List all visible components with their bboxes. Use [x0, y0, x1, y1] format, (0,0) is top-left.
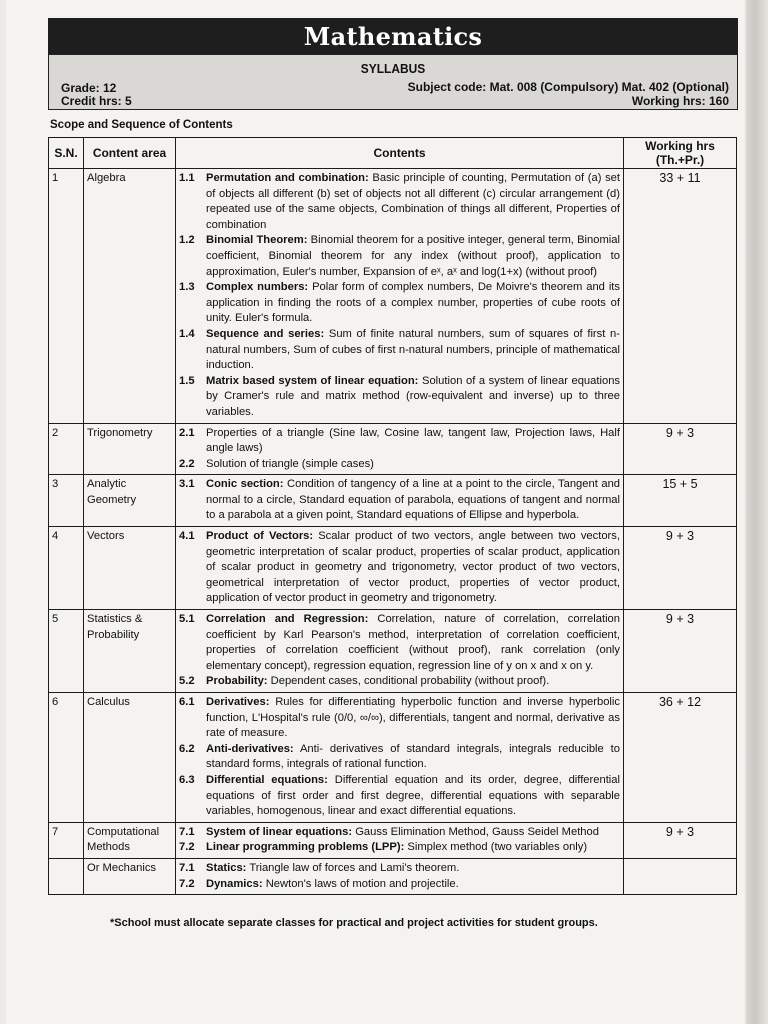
topic-number: 1.3 [179, 281, 195, 294]
topic-title: Conic section: [206, 478, 284, 491]
topic-text: Dependent cases, conditional probability (without proof). [270, 675, 550, 688]
topic-text: Newton's laws of motion and projectile. [265, 877, 459, 890]
topic-item [179, 612, 620, 674]
topic-body [206, 477, 620, 524]
grade-label: Grade: 12 [61, 81, 117, 95]
topic-number: 7.1 [179, 861, 195, 874]
topic-body [206, 280, 620, 327]
table-row [49, 475, 737, 527]
syllabus-header [48, 54, 738, 110]
row-serial-number: 4 [49, 527, 84, 610]
topic-item [179, 861, 620, 877]
row-content-area: Trigonometry [84, 423, 176, 475]
syllabus-table-body [49, 169, 737, 895]
topic-body [206, 695, 620, 742]
working-hrs-header-label: Working hrs [645, 139, 715, 153]
column-header-contents: Contents [176, 138, 624, 169]
table-header-row [49, 138, 737, 169]
topic-body [206, 171, 620, 233]
topic-title: Anti-derivatives: [206, 742, 294, 755]
topic-title: Sequence and series: [206, 327, 325, 340]
topic-text: Gauss Elimination Method, Gauss Seidel Method [355, 825, 599, 838]
topic-text: Solution of triangle (simple cases) [206, 457, 374, 470]
topic-text: Correlation, nature of correlation, correlation coefficient by Karl Pearson's method, interpretation of correlation coefficient, properties of correlation coefficient (without proof), rank correlation (only elementary concept), regression equation, regression line of y on x and x on y. [206, 613, 620, 672]
topic-text: Basic principle of counting, Permutation of (a) set of objects all different (b) set of objects not all different (c) circular arrangement (d) repeated use of the same objects, Combination of things all different, Properties of combination [206, 172, 621, 231]
row-content-area: Calculus [84, 693, 176, 823]
row-working-hours: 36 + 12 [624, 693, 737, 823]
topic-body [206, 374, 620, 421]
topic-number: 1.1 [179, 172, 195, 184]
topic-body [206, 327, 620, 374]
topic-item [179, 695, 620, 742]
row-content-area: Analytic Geometry [84, 475, 176, 527]
topic-text: Triangle law of forces and Lami's theorem. [249, 861, 460, 874]
row-serial-number: 1 [49, 169, 84, 424]
row-serial-number [49, 858, 84, 894]
topic-number: 7.1 [179, 825, 195, 838]
working-hours-label: Working hrs: 160 [631, 94, 729, 108]
topic-item [179, 457, 620, 473]
topic-item [179, 280, 620, 327]
topic-body [206, 825, 620, 841]
topic-number: 4.1 [179, 530, 195, 543]
topic-title: Correlation and Regression: [206, 613, 369, 626]
topic-number: 1.4 [179, 327, 195, 340]
row-contents [176, 475, 624, 527]
row-contents [176, 693, 624, 823]
column-header-sn: S.N. [49, 138, 84, 169]
topic-title: Linear programming problems (LPP): [206, 841, 405, 854]
topic-body [206, 233, 620, 280]
document-page [6, 0, 744, 1024]
topic-title: Binomial Theorem: [206, 234, 308, 247]
topic-text: Binomial theorem for a positive integer, general term, Binomial coefficient, Binomial theorem for any index (without proof), application to approximation, Euler's number, Expansion of eˣ, aˣ and log(1+x) (without proof) [206, 234, 620, 278]
topic-item [179, 825, 620, 841]
topic-body [206, 742, 620, 773]
row-serial-number: 2 [49, 423, 84, 475]
footnote: *School must allocate separate classes for practical and project activities for student groups. [110, 917, 598, 929]
topic-body [206, 674, 620, 690]
topic-item [179, 674, 620, 690]
topic-title: Statics: [206, 861, 247, 874]
row-working-hours: 33 + 11 [624, 169, 737, 424]
topic-title: Permutation and combination: [206, 172, 369, 184]
table-row [49, 693, 737, 823]
credit-hours-label: Credit hrs: 5 [61, 94, 132, 108]
topic-title: Differential equations: [206, 773, 328, 786]
topic-title: Matrix based system of linear equation: [206, 374, 419, 387]
row-content-area: Vectors [84, 527, 176, 610]
topic-text: Solution of a system of linear equations by Cramer's rule and matrix method (row-equivalent and inverse) up to three variables. [206, 374, 621, 418]
row-content-area: Or Mechanics [84, 858, 176, 894]
topic-number: 6.1 [179, 696, 195, 708]
table-row [49, 822, 737, 858]
syllabus-label: SYLLABUS [360, 61, 426, 76]
topic-item [179, 426, 620, 457]
row-serial-number: 6 [49, 693, 84, 823]
topic-item [179, 840, 620, 856]
topic-text: Differential equation and its order, degree, differential equations of first order and first degree, differential equations with separable variables, homogenous, linear and exact differential equations. [206, 773, 620, 818]
topic-body [206, 877, 620, 893]
table-row [49, 169, 737, 424]
page-edge-shadow [746, 0, 768, 1024]
topic-item [179, 477, 620, 524]
topic-number: 5.1 [179, 613, 195, 626]
topic-title: Probability: [206, 675, 268, 688]
topic-text: Scalar product of two vectors, angle between two vectors, geometric interpretation of scalar product, properties of scalar product, application of scalar product in geometry and trigonometry, vector product of two vectors, geometrical interpretation of vector product, properties of vector product, application of vector product in geometry and trigonometry. [206, 530, 620, 605]
topic-number: 2.1 [179, 426, 195, 439]
topic-body [206, 861, 620, 877]
topic-body [206, 529, 620, 607]
th-pr-header-label: (Th.+Pr.) [655, 153, 705, 167]
syllabus-table [48, 137, 737, 895]
row-content-area: Statistics & Probability [84, 610, 176, 693]
column-header-content-area: Content area [84, 138, 176, 169]
row-contents [176, 169, 624, 424]
scope-heading: Scope and Sequence of Contents [50, 119, 233, 131]
subject-code-label: Subject code: Mat. 008 (Compulsory) Mat. 402 (Optional) [407, 80, 729, 94]
row-serial-number: 3 [49, 475, 84, 527]
topic-text: Condition of tangency of a line at a point to the circle, Tangent and normal to a circle, Standard equation of parabola, equations of tangent and normal to a parabola at a given point, Standard equations of Ellipse and hyperbola. [206, 478, 621, 522]
row-working-hours: 9 + 3 [624, 822, 737, 858]
topic-title: Dynamics: [206, 877, 263, 890]
row-contents [176, 858, 624, 894]
row-working-hours: 9 + 3 [624, 610, 737, 693]
topic-number: 6.2 [179, 742, 195, 755]
topic-title: Product of Vectors: [206, 530, 314, 543]
topic-text: Properties of a triangle (Sine law, Cosine law, tangent law, Projection laws, Half angle laws) [206, 426, 620, 455]
topic-body [206, 426, 620, 457]
row-working-hours: 9 + 3 [624, 527, 737, 610]
row-content-area: Computational Methods [84, 822, 176, 858]
topic-item [179, 877, 620, 893]
topic-body [206, 840, 620, 856]
topic-body [206, 612, 620, 674]
topic-number: 1.2 [179, 234, 195, 247]
topic-item [179, 171, 620, 233]
topic-body [206, 457, 620, 473]
row-contents [176, 423, 624, 475]
table-row [49, 610, 737, 693]
topic-title: Derivatives: [206, 696, 270, 708]
row-working-hours: 15 + 5 [624, 475, 737, 527]
topic-text: Polar form of complex numbers, De Moivre's theorem and its application in finding the roots of a complex number, properties of cube roots of unity. Euler's formula. [206, 281, 621, 325]
topic-text: Simplex method (two variables only) [407, 841, 588, 854]
topic-text: Rules for differentiating hyperbolic function and inverse hyperbolic function, L'Hospital's rule (0/0, ∞/∞), differentials, tangent and normal, derivative as rate of measure. [206, 696, 620, 740]
table-row [49, 423, 737, 475]
page-title: Mathematics [48, 18, 738, 54]
topic-number: 5.2 [179, 675, 195, 688]
row-contents [176, 527, 624, 610]
topic-item [179, 327, 620, 374]
topic-body [206, 773, 620, 820]
topic-item [179, 773, 620, 820]
row-serial-number: 7 [49, 822, 84, 858]
topic-text: Sum of finite natural numbers, sum of squares of first n-natural numbers, Sum of cubes of first n-natural numbers, principle of mathematical induction. [206, 327, 620, 372]
topic-text: Anti- derivatives of standard integrals, integrals reducible to standard forms, integrals of rational function. [206, 742, 620, 771]
topic-number: 7.2 [179, 841, 195, 854]
row-contents [176, 822, 624, 858]
row-working-hours [624, 858, 737, 894]
topic-item [179, 529, 620, 607]
topic-number: 7.2 [179, 877, 195, 890]
column-header-working-hrs [624, 138, 737, 169]
topic-title: System of linear equations: [206, 825, 353, 838]
table-row [49, 527, 737, 610]
table-row [49, 858, 737, 894]
row-content-area: Algebra [84, 169, 176, 424]
topic-item [179, 374, 620, 421]
row-serial-number: 5 [49, 610, 84, 693]
topic-item [179, 233, 620, 280]
topic-item [179, 742, 620, 773]
topic-number: 3.1 [179, 478, 195, 491]
topic-number: 2.2 [179, 457, 195, 470]
topic-title: Complex numbers: [206, 281, 309, 294]
row-working-hours: 9 + 3 [624, 423, 737, 475]
topic-number: 6.3 [179, 773, 195, 786]
row-contents [176, 610, 624, 693]
topic-number: 1.5 [179, 374, 195, 387]
